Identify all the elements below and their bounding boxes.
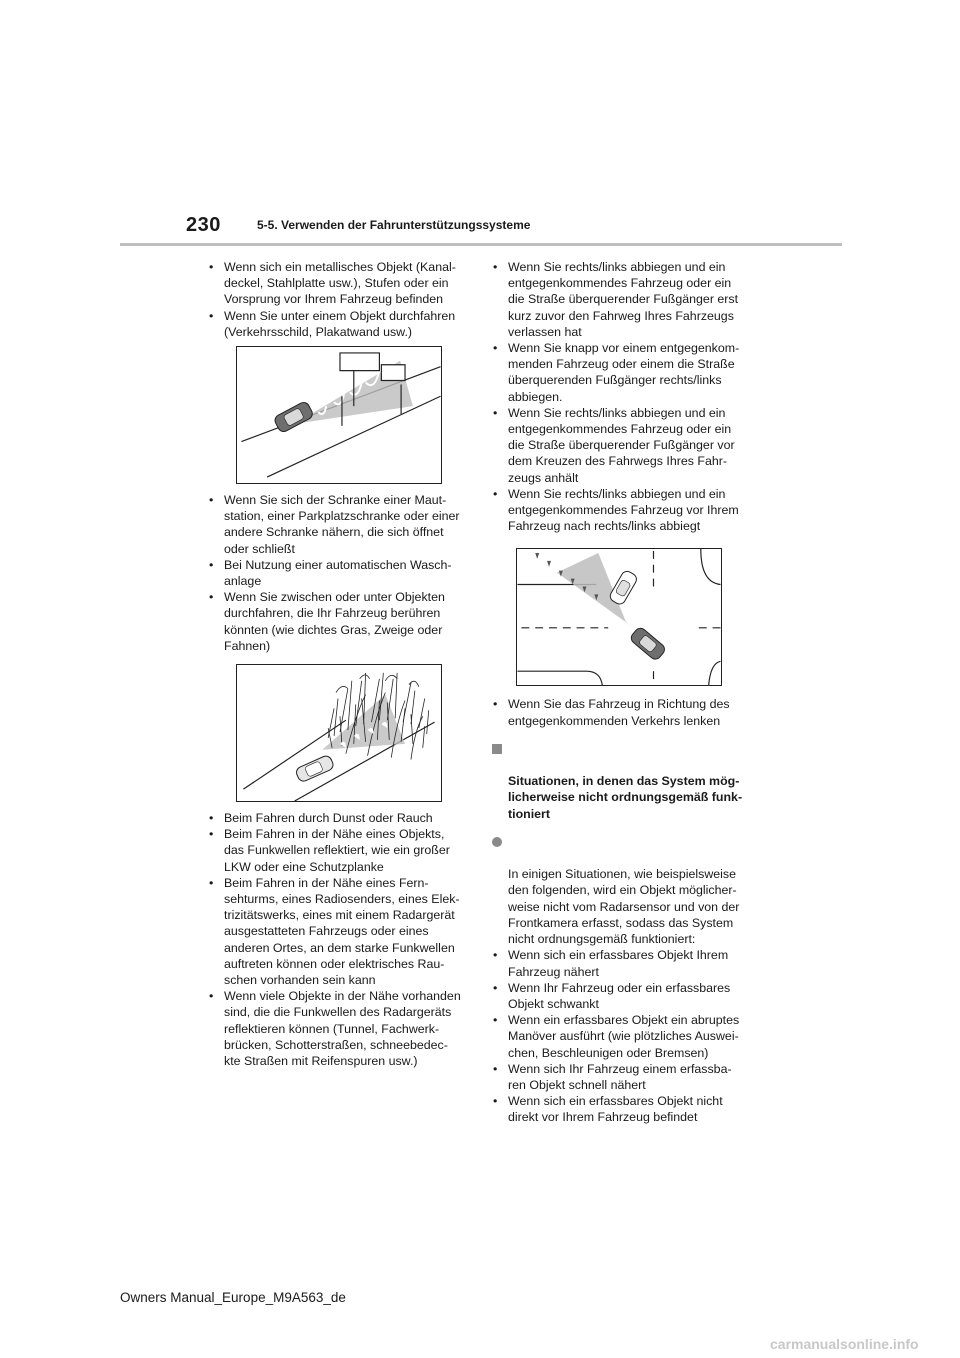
list-item: • Wenn Sie unter einem Objekt durchfahren (Verkehrsschild, Plakatwand usw.) (208, 308, 468, 340)
header-rule (120, 243, 842, 246)
list-item: • Wenn Ihr Fahrzeug oder ein erfassbares Objekt schwankt (492, 980, 767, 1012)
list-item: • Wenn sich Ihr Fahrzeug einem erfassba- ren Objekt schnell nähert (492, 1061, 767, 1093)
section-title: 5-5. Verwenden der Fahrunterstützungssysteme (257, 218, 531, 232)
list-item: • Bei Nutzung einer automatischen Wasch- anlage (208, 557, 468, 589)
circle-marker-icon (492, 837, 502, 847)
list-item: • Wenn Sie das Fahrzeug in Richtung des entgegenkommenden Verkehrs lenken (492, 696, 767, 728)
list-item: • Wenn Sie sich der Schranke einer Maut- station, einer Parkplatzschranke oder einer andere Schranke nähern, die sich öffnet oder schließt (208, 492, 468, 557)
bullet-list-left-1 (208, 259, 468, 340)
list-item: • Beim Fahren in der Nähe eines Fern- sehturms, eines Radiosenders, eines Elek- trizitätswerks, eines mit einem Radargerät ausgestatteten Fahrzeugs oder eines anderen Ortes, an dem starke Funkwellen auftreten können oder elektrisches Rau- schen vorhanden sein kann (208, 875, 468, 988)
bullet-list-left-3 (208, 810, 468, 1069)
right-column (492, 259, 767, 1126)
illustration-overhead-sign (236, 346, 442, 484)
list-item: • Wenn sich ein erfassbares Objekt Ihrem Fahrzeug nähert (492, 947, 767, 979)
bullet-list-right-2 (492, 696, 767, 728)
list-item: • Beim Fahren in der Nähe eines Objekts, das Funkwellen reflektiert, wie ein großer LKW oder eine Schutzplanke (208, 826, 468, 875)
list-item: • Wenn ein erfassbares Objekt ein abruptes Manöver ausführt (wie plötzliches Auswei- chen, Beschleunigen oder Bremsen) (492, 1012, 767, 1061)
subsection-heading (492, 741, 767, 822)
list-item: • Wenn Sie knapp vor einem entgegenkom- menden Fahrzeug oder einem die Straße überquerenden Fußgänger rechts/links abbiegen. (492, 340, 767, 405)
watermark: carmanualsonline.info (770, 1336, 919, 1352)
list-item: • Wenn viele Objekte in der Nähe vorhanden sind, die die Funkwellen des Radargeräts reflektieren können (Tunnel, Fachwerk- brücken, Schotterstraßen, schneebedec- kte Straßen mit Reifenspuren usw.) (208, 988, 468, 1069)
left-column (208, 259, 468, 1069)
intro-text: In einigen Situationen, wie beispielsweise den folgenden, wird ein Objekt möglicher- weise nicht vom Radarsensor und von der Frontkamera erfasst, sodass das System nicht ordnungsgemäß funktioniert: (508, 867, 740, 947)
intro-paragraph (492, 834, 767, 947)
bullet-list-right-3 (492, 947, 767, 1125)
list-item: • Wenn sich ein erfassbares Objekt nicht direkt vor Ihrem Fahrzeug befindet (492, 1093, 767, 1125)
page-number: 230 (186, 214, 221, 236)
list-item: • Wenn Sie rechts/links abbiegen und ein entgegenkommendes Fahrzeug oder ein die Straße überquerender Fußgänger vor dem Kreuzen des Fahrwegs Ihres Fahr- zeugs anhält (492, 405, 767, 486)
subsection-heading-text: Situationen, in denen das System mög- licherweise nicht ordnungsgemäß funk- tioniert (508, 774, 743, 821)
footer-document-id: Owners Manual_Europe_M9A563_de (120, 1290, 346, 1305)
list-item: • Wenn Sie zwischen oder unter Objekten durchfahren, die Ihr Fahrzeug berühren könnten (wie dichtes Gras, Zweige oder Fahnen) (208, 589, 468, 654)
list-item: • Wenn Sie rechts/links abbiegen und ein entgegenkommendes Fahrzeug vor Ihrem Fahrzeug nach rechts/links abbiegt (492, 486, 767, 535)
list-item: • Beim Fahren durch Dunst oder Rauch (208, 810, 468, 826)
bullet-list-right-1 (492, 259, 767, 534)
illustration-intersection-turn (516, 548, 722, 686)
list-item: • Wenn Sie rechts/links abbiegen und ein entgegenkommendes Fahrzeug oder ein die Straße überquerender Fußgänger erst kurz zuvor den Fahrweg Ihres Fahrzeugs verlassen hat (492, 259, 767, 340)
bullet-list-left-2 (208, 492, 468, 654)
illustration-tall-grass (236, 664, 442, 802)
square-marker-icon (492, 744, 502, 754)
list-item: • Wenn sich ein metallisches Objekt (Kanal- deckel, Stahlplatte usw.), Stufen oder ein Vorsprung vor Ihrem Fahrzeug befinden (208, 259, 468, 308)
